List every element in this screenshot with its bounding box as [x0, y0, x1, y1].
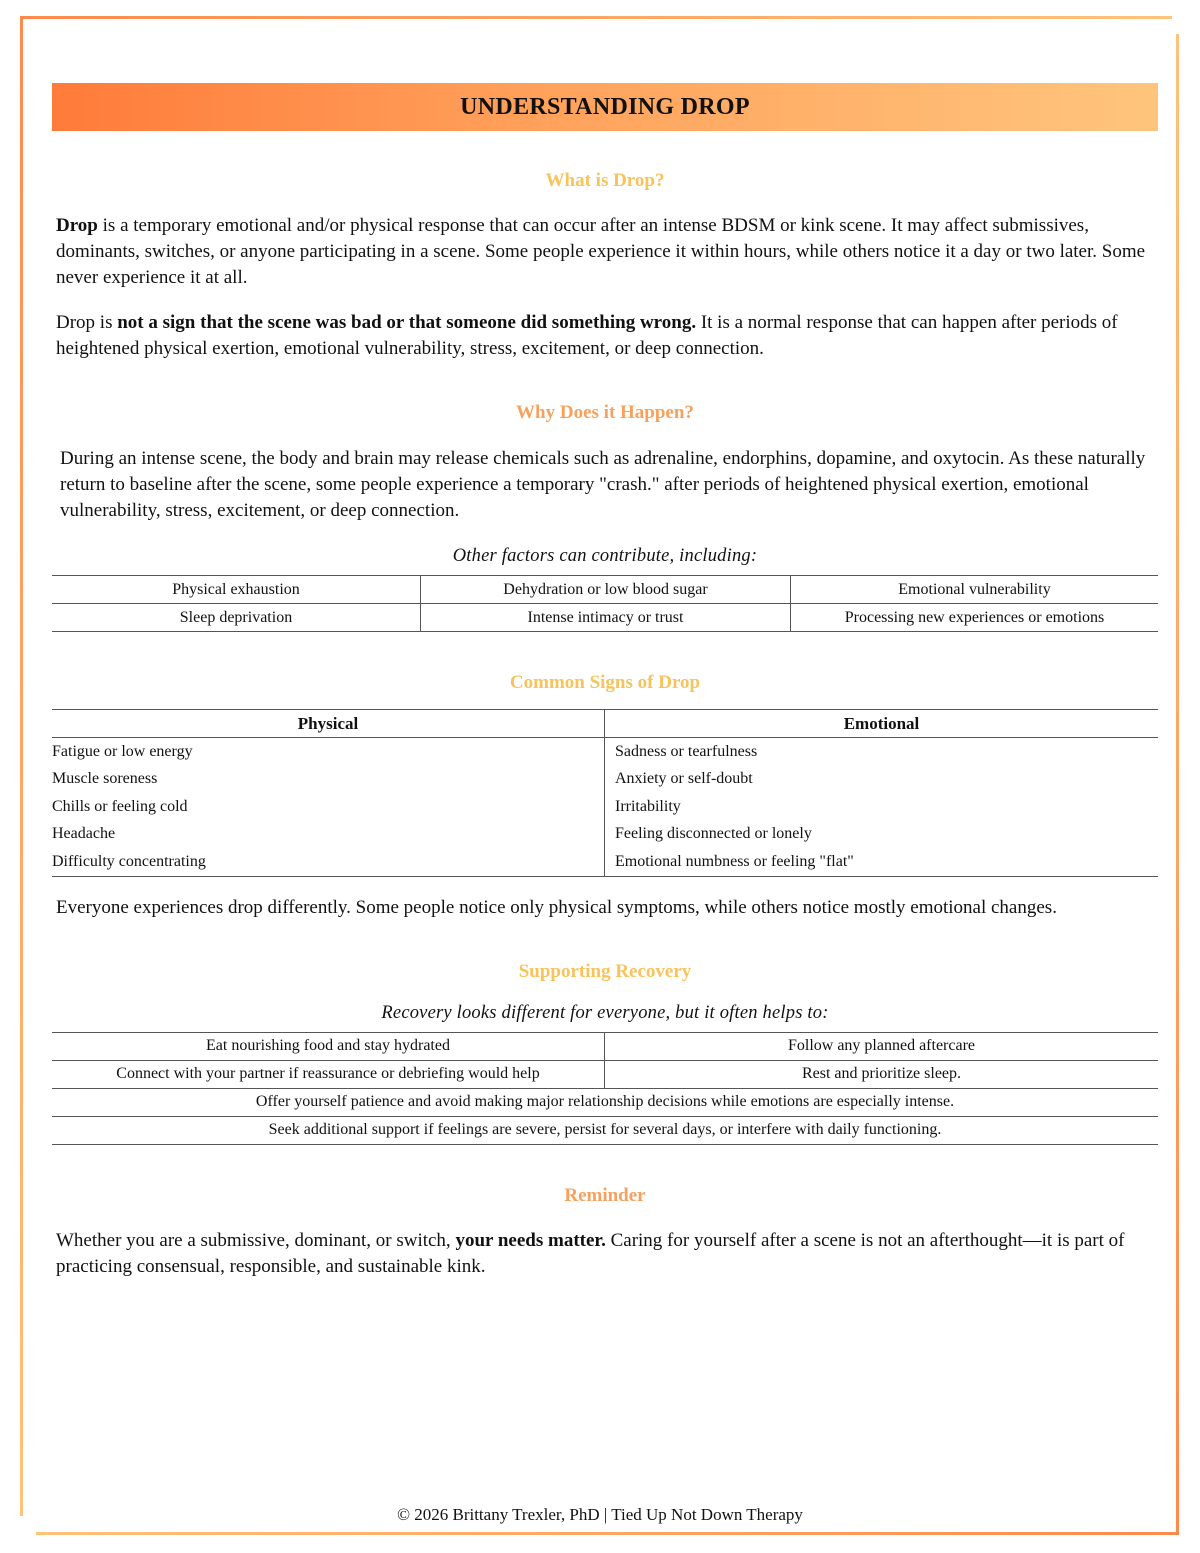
reminder-bold: your needs matter.: [455, 1229, 606, 1251]
signs-note: Everyone experiences drop differently. Some people notice only physical symptoms, while others notice mostly emotional changes.: [56, 896, 1057, 918]
physical-sign: Muscle soreness: [52, 770, 158, 788]
table-cell: Intense intimacy or trust: [421, 604, 791, 632]
physical-sign: Chills or feeling cold: [52, 797, 188, 815]
table-row: [52, 793, 1158, 821]
why-heading: Why Does it Happen?: [516, 402, 694, 423]
page-border-right: [1176, 34, 1179, 1534]
physical-column-header: Physical: [52, 710, 605, 738]
table-cell: Emotional vulnerability: [791, 576, 1159, 604]
emotional-sign: Feeling disconnected or lonely: [605, 821, 1159, 849]
table-cell: Follow any planned aftercare: [605, 1032, 1159, 1060]
table-header-row: [52, 710, 1158, 738]
page-border-bottom: [36, 1532, 1179, 1535]
reminder-rest: Caring for yourself after a scene is not an afterthought—it is part of practicing consensual, responsible, and sustainable kink.: [56, 1229, 1125, 1277]
why-paragraph: During an intense scene, the body and brain may release chemicals such as adrenaline, endorphins, dopamine, and oxytocin. As these naturally return to baseline after the scene, some people experience a temporary "crash." after periods of heightened physical exertion, emotional vulnerability, stress, excitement, or deep connection.: [60, 448, 1146, 521]
drop-term: Drop: [56, 215, 98, 236]
table-cell: Dehydration or low blood sugar: [421, 576, 791, 604]
emotional-column-header: Emotional: [605, 710, 1159, 738]
emotional-sign: Emotional numbness or feeling "flat": [605, 848, 1159, 876]
emotional-sign: Irritability: [605, 793, 1159, 821]
page-title: UNDERSTANDING DROP: [460, 93, 750, 120]
emotional-sign: Sadness or tearfulness: [605, 738, 1159, 766]
table-row: [52, 821, 1158, 849]
table-row: [52, 604, 1158, 632]
table-cell: Offer yourself patience and avoid making major relationship decisions while emotions are especially intense.: [52, 1088, 1158, 1116]
emotional-sign: Anxiety or self-doubt: [605, 766, 1159, 794]
signs-heading: Common Signs of Drop: [509, 672, 701, 693]
recovery-heading: Supporting Recovery: [518, 960, 692, 982]
recovery-table: [52, 1032, 1158, 1145]
table-cell: Connect with your partner if reassurance or debriefing would help: [52, 1060, 605, 1088]
what-paragraph-1-text: is a temporary emotional and/or physical response that can occur after an intense BDSM or kink scene. It may affect submissives, dominants, switches, or anyone participating in a scene. Some people experience it within hours, while others notice it a day or two later. Some never experience it at all.: [56, 215, 1146, 288]
table-row: [52, 1116, 1158, 1144]
title-banner: [52, 83, 1158, 131]
table-row: [52, 738, 1158, 766]
table-row: [52, 576, 1158, 604]
reminder-heading: Reminder: [564, 1184, 646, 1206]
table-row: [52, 848, 1158, 876]
physical-sign: Difficulty concentrating: [52, 848, 605, 876]
page-border-left: [20, 16, 23, 1516]
factors-intro: Other factors can contribute, including:: [452, 546, 758, 566]
what-is-drop-heading: What is Drop?: [545, 170, 665, 191]
table-row: [52, 766, 1158, 794]
reminder-start: Whether you are a submissive, dominant, or switch,: [56, 1229, 456, 1251]
table-cell: Seek additional support if feelings are severe, persist for several days, or interfere with daily functioning.: [52, 1116, 1158, 1144]
what-paragraph-1: [52, 213, 1158, 291]
reminder-paragraph: [52, 1228, 1158, 1280]
what-paragraph-2: [52, 310, 1158, 362]
footer-copyright: © 2026 Brittany Trexler, PhD | Tied Up Not Down Therapy: [397, 1505, 803, 1524]
table-cell: Processing new experiences or emotions: [791, 604, 1159, 632]
table-cell: Rest and prioritize sleep.: [605, 1060, 1159, 1088]
table-row: [52, 1032, 1158, 1060]
what-paragraph-2-rest: It is a normal response that can happen after periods of heightened physical exertion, emotional vulnerability, stress, excitement, or deep connection.: [56, 312, 1118, 359]
table-cell: Sleep deprivation: [52, 604, 421, 632]
factors-table: [52, 575, 1158, 632]
table-row: [52, 1088, 1158, 1116]
physical-sign: Headache: [52, 825, 116, 843]
table-cell: Eat nourishing food and stay hydrated: [52, 1032, 605, 1060]
table-row: [52, 1060, 1158, 1088]
physical-sign: Fatigue or low energy: [52, 742, 193, 760]
recovery-intro: Recovery looks different for everyone, but it often helps to:: [381, 1002, 829, 1023]
signs-table: [52, 709, 1158, 877]
table-cell: Physical exhaustion: [52, 576, 421, 604]
what-paragraph-2-start: Drop is: [56, 312, 118, 333]
what-paragraph-2-bold: not a sign that the scene was bad or that someone did something wrong.: [117, 312, 697, 333]
page-border-top: [22, 16, 1172, 19]
document-body: [52, 170, 1158, 1280]
